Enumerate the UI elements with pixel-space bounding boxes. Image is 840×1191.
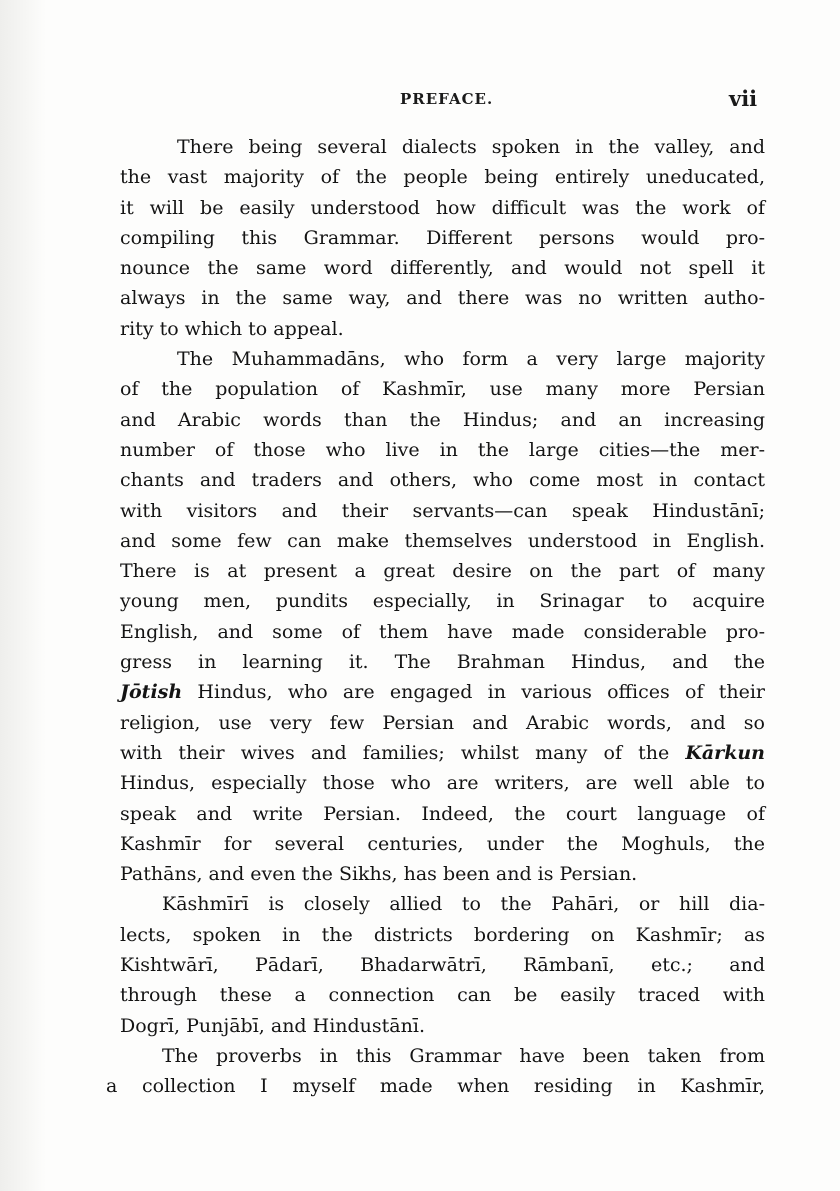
text-line: Kishtwārī, Pādarī, Bhadarwātrī, Rāmbanī, etc.; and [120,954,765,977]
text-line: There is at present a great desire on the part of many [120,560,765,583]
text-line: English, and some of them have made considerable pro- [120,620,765,643]
text-line-start: with their wives and families; whilst many of the [120,741,686,764]
text-line: nounce the same word differently, and would not spell it [120,257,765,280]
text-line: Kāshmīrī is closely allied to the Pahāri, or hill dia- [162,893,765,916]
text-line: rity to which to appeal. [120,317,344,340]
text-line: chants and traders and others, who come most in contact [120,469,765,492]
text-line: Pathāns, and even the Sikhs, has been and is Persian. [120,863,638,886]
text-line: The proverbs in this Grammar have been taken from [162,1044,765,1067]
text-line: of the population of Kashmīr, use many more Persian [120,378,765,401]
text-line: it will be easily understood how difficult was the work of [120,196,765,219]
text-line: and Arabic words than the Hindus; and an increasing [120,408,765,431]
text-line-jotish [120,677,765,707]
text-line: through these a connection can be easily traced with [120,984,765,1007]
body-text [106,132,765,1102]
text-line: Dogrī, Punjābī, and Hindustānī. [120,1014,425,1037]
text-line: young men, pundits especially, in Srinagar to acquire [120,590,765,613]
text-line: gress in learning it. The Brahman Hindus, and the [120,651,765,674]
text-line: compiling this Grammar. Different persons would pro- [120,226,765,249]
text-line: lects, spoken in the districts bordering on Kashmīr; as [120,923,765,946]
page-gutter-shadow [0,0,46,1191]
text-line: a collection I myself made when residing in Kashmīr, [106,1075,765,1098]
text-line: number of those who live in the large cities—the mer- [120,438,765,461]
text-line: There being several dialects spoken in the valley, and [177,136,765,158]
text-line: speak and write Persian. Indeed, the court language of [120,802,765,825]
text-line: and some few can make themselves understood in English. [120,529,765,552]
text-line: Hindus, especially those who are writers, are well able to [120,772,765,795]
text-line: with visitors and their servants—can speak Hindustānī; [120,499,765,522]
text-line: religion, use very few Persian and Arabic words, and so [120,711,765,734]
text-line: always in the same way, and there was no written autho- [120,287,765,310]
italic-term-karkun: Kārkun [685,741,765,764]
page-number: vii [729,86,758,111]
running-title: PREFACE. [400,90,494,108]
italic-term-jotish: Jōtish [120,681,183,704]
text-line: The Muhammadāns, who form a very large majority [177,348,765,371]
running-head [0,86,840,116]
text-line: Kashmīr for several centuries, under the Moghuls, the [120,832,765,855]
text-line-rest: Hindus, who are engaged in various offices of their [182,681,765,704]
text-line-karkun [120,738,765,768]
text-line: the vast majority of the people being entirely uneducated, [120,166,765,189]
